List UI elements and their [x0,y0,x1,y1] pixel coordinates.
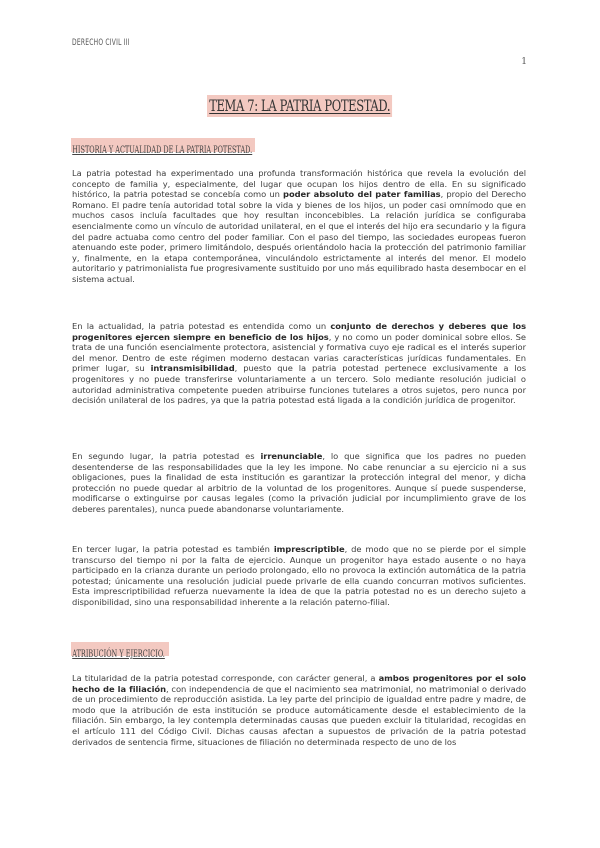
running-header: DERECHO CIVIL III [72,38,130,48]
bold-term: poder absoluto del pater familias [283,189,441,200]
bold-term: conjunto de derechos y deberes que los progenitores ejercen siempre en beneficio de los hijos [72,321,526,342]
section-heading-history [71,138,255,156]
page-title: TEMA 7: LA PATRIA POTESTAD. [207,95,392,117]
paragraph: La patria potestad ha experimentado una profunda transformación histórica que revela la evolución del concepto de familia y, especialmente, del lugar que ocupan los hijos dentro de ella. En su significado histórico, la patria potestad se concebía como un poder absoluto del pater familias, propio del Derecho Romano. El padre tenía autoridad total sobre la vida y bienes de los hijos, un poder casi omnímodo que en muchos casos incluía facultades que hoy resultan inconcebibles. La relación jurídica se configuraba esencialmente como un vínculo de autoridad unilateral, en el que el interés del hijo era secundario y la figura del padre actuaba como centro del poder familiar. Con el paso del tiempo, las sociedades europeas fueron atenuando este poder, primero limitándolo, después orientándolo hacia la protección del patrimonio familiar y, finalmente, en la etapa contemporánea, vinculándolo estrictamente al interés del menor. El modelo autoritario y patrimonialista fue progresivamente sustituido por uno más equilibrado hasta desembocar en el sistema actual. [72,168,527,284]
title-wrap [0,95,600,117]
bold-term: ambos progenitores por el solo hecho de la filiación [72,673,526,694]
section-heading-attribution [71,642,169,660]
page-number: 1 [521,57,527,67]
bold-term: irrenunciable [260,451,323,461]
paragraph: En segundo lugar, la patria potestad es irrenunciable, lo que significa que los padres no pueden desentenderse de las responsabilidades que la ley les impone. No cabe renunciar a su ejercicio ni a sus obligaciones, pues la finalidad de esta institución es garantizar la protección integral del menor, y dicha protección no puede quedar al arbitrio de la voluntad de los progenitores. Aunque sí puede suspenderse, modificarse o extinguirse por causas legales (como la privación judicial por incumplimiento grave de los deberes parentales), nunca puede abandonarse voluntariamente. [72,451,526,514]
section-heading-text: HISTORIA Y ACTUALIDAD DE LA PATRIA POTESTAD. [72,144,253,156]
paragraph: En la actualidad, la patria potestad es entendida como un conjunto de derechos y deberes que los progenitores ejercen siempre en beneficio de los hijos, y no como un poder dominical sobre ellos. Se trata de una función esencialmente protectora, asistencial y formativa cuyo eje radical es el interés superior del menor. Dentro de este régimen moderno destacan varias características jurídicas fundamentales. En primer lugar, su intransmisibilidad, puesto que la patria potestad pertenece exclusivamente a los progenitores y no puede transferirse voluntariamente a un tercero. Solo mediante resolución judicial o autoridad administrativa competente pueden atribuirse funciones tutelares a otros sujetos, pero nunca por decisión unilateral de los padres, ya que la patria potestad está ligada a la condición jurídica de progenitor. [72,321,527,406]
paragraph: En tercer lugar, la patria potestad es también imprescriptible, de modo que no se pierde por el simple transcurso del tiempo ni por la falta de ejercicio. Aunque un progenitor haya estado ausente o no haya participado en la crianza durante un periodo prolongado, ello no provoca la extinción automática de la patria potestad; únicamente una resolución judicial puede privarle de ella cuando concurran motivos suficientes. Esta imprescriptibilidad refuerza nuevamente la idea de que la patria potestad no es un derecho sujeto a disponibilidad, sino una responsabilidad inherente a la relación paterno-filial. [72,544,527,607]
bold-term: intransmisibilidad [150,363,235,374]
paragraph: La titularidad de la patria potestad corresponde, con carácter general, a ambos progenitores por el solo hecho de la filiación, con independencia de que el nacimiento sea matrimonial, no matrimonial o derivado de un procedimiento de reproducción asistida. La ley parte del principio de igualdad entre padre y madre, de modo que la atribución de esta institución se produce automáticamente desde el establecimiento de la filiación. Sin embargo, la ley contempla determinadas causas que pueden excluir la titularidad, recogidas en el artículo 111 del Código Civil. Dichas causas afectan a supuestos de privación de la patria potestad derivados de sentencia firme, situaciones de filiación no determinada respecto de uno de los [72,673,526,747]
section-heading-text: ATRIBUCIÓN Y EJERCICIO. [72,648,165,660]
bold-term: imprescriptible [273,544,345,554]
